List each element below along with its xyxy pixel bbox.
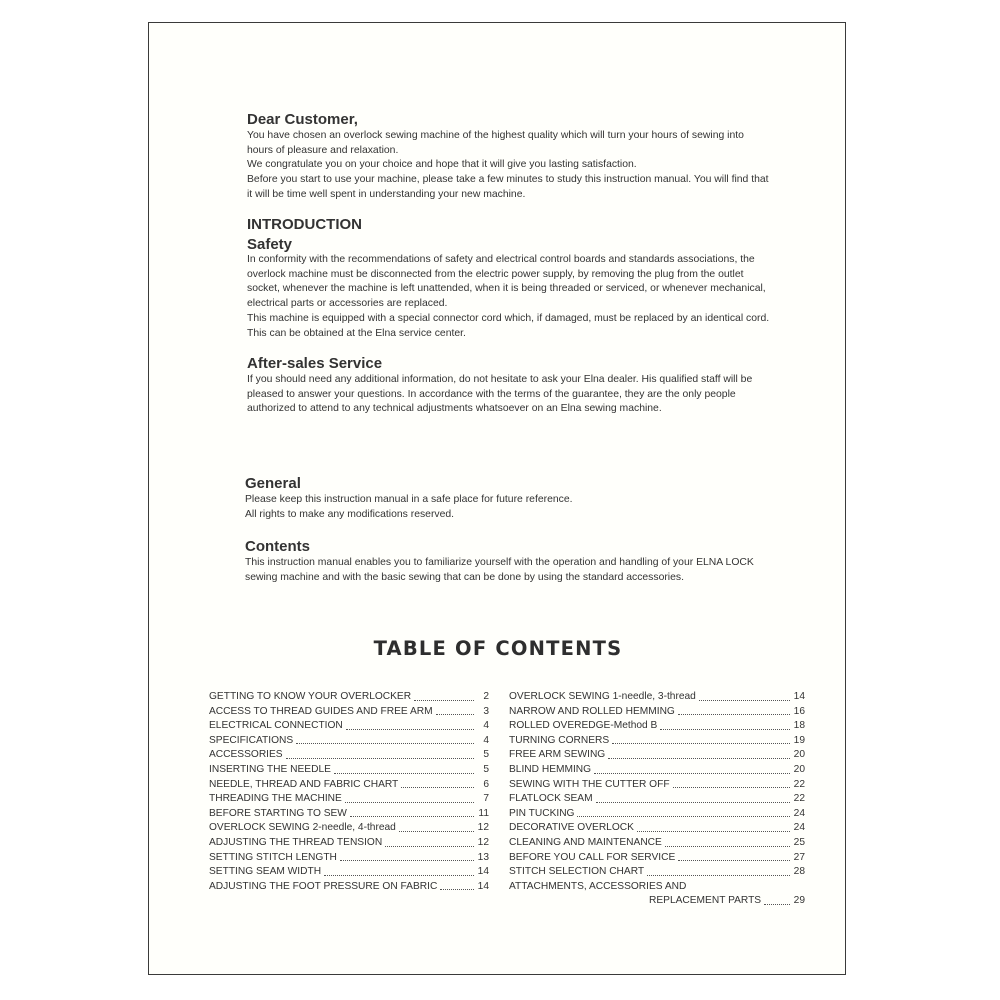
toc-leader-dots xyxy=(324,865,474,876)
toc-entry-page: 20 xyxy=(793,763,805,775)
toc-entry[interactable] xyxy=(209,865,489,880)
introduction-heading: INTRODUCTION xyxy=(247,216,362,233)
toc-entry[interactable] xyxy=(209,705,489,720)
toc-leader-dots xyxy=(699,690,790,701)
toc-entry-label: ATTACHMENTS, ACCESSORIES AND xyxy=(509,880,687,892)
toc-entry[interactable] xyxy=(209,807,489,822)
toc-entry-label: NARROW AND ROLLED HEMMING xyxy=(509,705,675,717)
contents-body xyxy=(245,556,771,585)
toc-leader-dots xyxy=(637,821,790,832)
letter-paragraph: We congratulate you on your choice and hope that it will give you lasting satisfaction. xyxy=(247,159,637,171)
toc-entry-page: 28 xyxy=(793,866,805,878)
toc-entry[interactable] xyxy=(509,705,805,720)
toc-leader-dots xyxy=(350,807,474,818)
toc-entry-page: 3 xyxy=(483,705,489,717)
toc-entry-page: 6 xyxy=(483,778,489,790)
toc-entry-page: 18 xyxy=(793,720,805,732)
general-heading: General xyxy=(245,475,301,492)
toc-entry[interactable] xyxy=(209,748,489,763)
toc-entry-label: ELECTRICAL CONNECTION xyxy=(209,720,343,732)
toc-entry[interactable] xyxy=(509,865,805,880)
toc-entry-page: 11 xyxy=(478,807,489,819)
toc-leader-dots xyxy=(608,748,790,759)
toc-leader-dots xyxy=(665,836,790,847)
toc-entry[interactable] xyxy=(209,690,489,705)
toc-entry-label: REPLACEMENT PARTS xyxy=(649,895,762,907)
toc-entry-label: OVERLOCK SEWING 2-needle, 4-thread xyxy=(209,822,396,834)
toc-leader-dots xyxy=(678,705,790,716)
toc-entry[interactable] xyxy=(509,880,805,895)
toc-entry[interactable] xyxy=(509,778,805,793)
after-sales-paragraph: If you should need any additional information, do not hesitate to ask your Elna dealer. His qualified staff will be pleased to answer your questions. In accordance with the terms of the guarantee, they are the only people authorized to attend to any technical adjustments whatsoever on an Elna sewing machine. xyxy=(247,374,753,415)
toc-leader-dots xyxy=(764,894,790,905)
toc-entry-label: ACCESSORIES xyxy=(209,749,283,761)
toc-leader-dots xyxy=(286,748,474,759)
toc-leader-dots xyxy=(436,705,474,716)
toc-entry-label: SEWING WITH THE CUTTER OFF xyxy=(509,778,670,790)
toc-entry-page: 19 xyxy=(793,734,805,746)
toc-entry[interactable] xyxy=(509,719,805,734)
toc-entry-page: 14 xyxy=(477,880,489,892)
toc-entry-page: 24 xyxy=(793,822,805,834)
toc-entry-page: 12 xyxy=(477,822,489,834)
toc-entry[interactable] xyxy=(509,894,805,909)
toc-entry-page: 13 xyxy=(477,851,489,863)
toc-leader-dots xyxy=(385,836,474,847)
toc-entry[interactable] xyxy=(209,836,489,851)
toc-leader-dots xyxy=(345,792,474,803)
toc-entry-label: INSERTING THE NEEDLE xyxy=(209,763,331,775)
toc-leader-dots xyxy=(596,792,790,803)
toc-leader-dots xyxy=(440,880,474,891)
toc-leader-dots xyxy=(340,851,474,862)
toc-entry-label: STITCH SELECTION CHART xyxy=(509,866,645,878)
general-paragraph: Please keep this instruction manual in a safe place for future reference. xyxy=(245,494,573,505)
toc-leader-dots xyxy=(660,719,790,730)
toc-entry-label: BEFORE YOU CALL FOR SERVICE xyxy=(509,851,676,863)
toc-left-column xyxy=(209,690,489,894)
toc-entry-label: DECORATIVE OVERLOCK xyxy=(509,822,634,834)
manual-page xyxy=(148,22,846,975)
toc-entry-label: BLIND HEMMING xyxy=(509,763,592,775)
toc-entry-page: 4 xyxy=(483,720,489,732)
toc-entry[interactable] xyxy=(209,763,489,778)
toc-entry[interactable] xyxy=(209,719,489,734)
letter-paragraph: Before you start to use your machine, please take a few minutes to study this instruction manual. You will find that it will be time well spent in understanding your new machine. xyxy=(247,174,769,200)
toc-leader-dots xyxy=(577,807,790,818)
toc-entry[interactable] xyxy=(509,792,805,807)
toc-entry[interactable] xyxy=(509,851,805,866)
safety-paragraph: In conformity with the recommendations of safety and electrical control boards and standards associations, the overlock machine must be disconnected from the electric power supply, by removing the plug from the outlet socket, whenever the machine is left unattended, when it is being threaded or serviced, or whenever mechanical, electrical parts or accessories are replaced. xyxy=(247,254,766,310)
toc-leader-dots xyxy=(678,851,790,862)
toc-entry[interactable] xyxy=(209,778,489,793)
contents-heading: Contents xyxy=(245,538,310,555)
toc-entry[interactable] xyxy=(509,836,805,851)
toc-entry[interactable] xyxy=(509,734,805,749)
toc-entry-label: FLATLOCK SEAM xyxy=(509,793,593,805)
letter-body xyxy=(247,129,771,203)
toc-leader-dots xyxy=(296,734,474,745)
toc-entry[interactable] xyxy=(209,851,489,866)
toc-entry[interactable] xyxy=(509,821,805,836)
toc-entry-page: 20 xyxy=(793,749,805,761)
toc-entry-page: 5 xyxy=(483,749,489,761)
toc-entry[interactable] xyxy=(509,748,805,763)
toc-leader-dots xyxy=(399,821,474,832)
toc-entry-label: CLEANING AND MAINTENANCE xyxy=(509,836,662,848)
toc-entry-page: 24 xyxy=(793,807,805,819)
toc-entry-label: ADJUSTING THE FOOT PRESSURE ON FABRIC xyxy=(209,880,438,892)
safety-paragraph: This machine is equipped with a special connector cord which, if damaged, must be replaced by an identical cord. This can be obtained at the Elna service center. xyxy=(247,312,770,339)
toc-entry-page: 12 xyxy=(477,836,489,848)
toc-entry-label: TURNING CORNERS xyxy=(509,734,610,746)
after-sales-heading: After-sales Service xyxy=(247,355,383,372)
toc-leader-dots xyxy=(689,880,790,891)
toc-entry-label: GETTING TO KNOW YOUR OVERLOCKER xyxy=(209,691,412,702)
toc-leader-dots xyxy=(594,763,790,774)
toc-leader-dots xyxy=(673,778,790,789)
toc-entry-label: ROLLED OVEREDGE-Method B xyxy=(509,720,658,732)
toc-entry[interactable] xyxy=(209,821,489,836)
toc-entry[interactable] xyxy=(209,734,489,749)
toc-entry-page: 22 xyxy=(793,793,805,805)
contents-paragraph: This instruction manual enables you to familiarize yourself with the operation and handling of your ELNA LOCK sewing machine and with the basic sewing that can be done by using the standard accessories. xyxy=(245,557,754,583)
toc-entry-label: THREADING THE MACHINE xyxy=(209,793,342,805)
toc-entry-label: PIN TUCKING xyxy=(509,807,575,819)
toc-entry-label: OVERLOCK SEWING 1-needle, 3-thread xyxy=(509,691,696,702)
toc-leader-dots xyxy=(401,778,474,789)
toc-leader-dots xyxy=(647,865,790,876)
toc-leader-dots xyxy=(346,719,474,730)
safety-body xyxy=(247,253,771,341)
general-paragraph: All rights to make any modifications reserved. xyxy=(245,508,455,520)
toc-title: TABLE OF CONTENTS xyxy=(373,637,623,660)
toc-entry-label: BEFORE STARTING TO SEW xyxy=(209,807,347,819)
toc-entry-page: 2 xyxy=(483,691,489,702)
toc-entry-page: 16 xyxy=(793,705,805,717)
general-body xyxy=(245,493,769,522)
toc-entry[interactable] xyxy=(509,807,805,822)
toc-right-column xyxy=(509,690,805,909)
toc-entry-page: 27 xyxy=(793,851,805,863)
toc-entry-page: 25 xyxy=(793,836,805,848)
toc-entry[interactable] xyxy=(209,880,489,895)
toc-leader-dots xyxy=(334,763,474,774)
toc-entry[interactable] xyxy=(509,690,805,705)
toc-entry-page xyxy=(793,880,805,895)
toc-entry-page: 4 xyxy=(483,734,489,746)
toc-entry-page: 7 xyxy=(483,793,489,805)
after-sales-body xyxy=(247,373,771,417)
toc-entry-page: 5 xyxy=(483,763,489,775)
toc-entry-label: SETTING STITCH LENGTH xyxy=(209,851,337,863)
toc-entry[interactable] xyxy=(209,792,489,807)
safety-heading: Safety xyxy=(247,236,293,253)
toc-entry-label: NEEDLE, THREAD AND FABRIC CHART xyxy=(209,778,399,790)
toc-entry-label: SPECIFICATIONS xyxy=(209,734,294,746)
toc-entry-label: ADJUSTING THE THREAD TENSION xyxy=(209,836,383,848)
toc-entry-label: ACCESS TO THREAD GUIDES AND FREE ARM xyxy=(209,705,433,717)
toc-entry-page: 14 xyxy=(793,691,805,702)
toc-entry-label: SETTING SEAM WIDTH xyxy=(209,866,322,878)
greeting-heading: Dear Customer, xyxy=(247,111,358,128)
letter-paragraph: You have chosen an overlock sewing machine of the highest quality which will turn your hours of sewing into hours of pleasure and relaxation. xyxy=(247,130,744,156)
toc-leader-dots xyxy=(414,690,474,701)
toc-leader-dots xyxy=(612,734,790,745)
toc-entry[interactable] xyxy=(509,763,805,778)
toc-entry-page: 14 xyxy=(477,866,489,878)
toc-entry-page: 22 xyxy=(793,778,805,790)
toc-entry-label: FREE ARM SEWING xyxy=(509,749,606,761)
toc-entry-page: 29 xyxy=(793,895,805,907)
